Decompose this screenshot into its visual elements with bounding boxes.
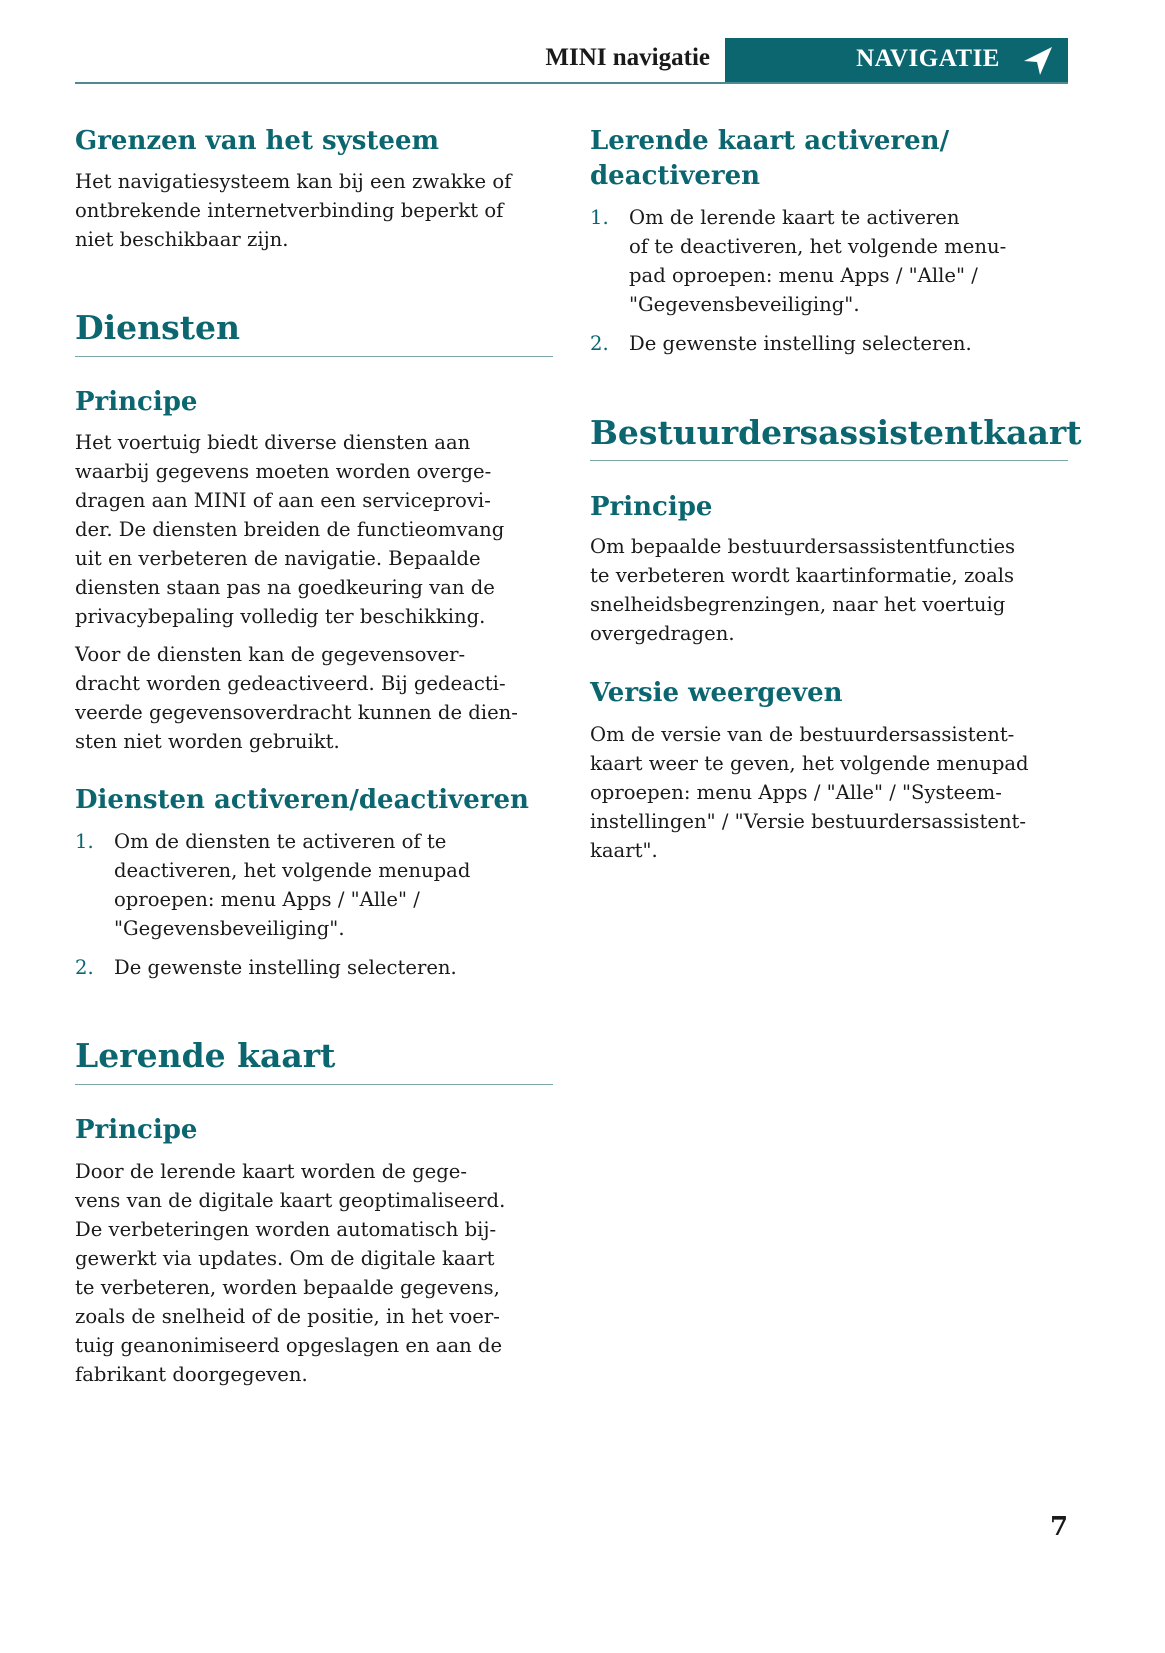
- assist-map-heading: Bestuurdersassistentkaart: [590, 413, 1082, 452]
- navigation-arrow-icon: [1022, 46, 1054, 76]
- step-number: 2.: [590, 332, 609, 355]
- services-rule: [75, 356, 553, 357]
- version-heading: Versie weergeven: [590, 678, 843, 708]
- section-title: MINI navigatie: [545, 44, 710, 71]
- limits-heading: Grenzen van het systeem: [75, 126, 440, 156]
- services-principle-heading: Principe: [75, 387, 198, 417]
- services-toggle-heading: Diensten activeren/deactiveren: [75, 785, 529, 815]
- learning-principle-heading: Principe: [75, 1115, 198, 1145]
- step-number: 2.: [75, 956, 94, 979]
- services-principle-text: Het voertuig biedt diverse diensten aan waarbij gegevens moeten worden overge- dragen aan MINI of aan een serviceprovi- der. De diensten breiden de functieomvang uit en verbeteren de navigatie. Bepaalde diensten staan pas na goedkeuring van de privacybepaling volledig ter beschikking.: [75, 431, 505, 628]
- assist-principle-text: Om bepaalde bestuurdersassistentfuncties te verbeteren wordt kaartinformatie, zoals snelheidsbegrenzingen, naar het voertuig overgedragen.: [590, 535, 1016, 645]
- learning-principle-text: Door de lerende kaart worden de gege- vens van de digitale kaart geoptimaliseerd. De verbeteringen worden automatisch bij- gewerkt via updates. Om de digitale kaart te verbeteren, worden bepaalde gegevens, zoals de snelheid of de positie, in het voer- tuig geanonimiseerd opgeslagen en aan de fabrikant doorgegeven.: [75, 1160, 506, 1386]
- learning-toggle-heading: Lerende kaart activeren/ deactiveren: [590, 126, 950, 191]
- step-text: De gewenste instelling selecteren.: [629, 332, 972, 355]
- services-data-transfer-text: Voor de diensten kan de gegevensover- dracht worden gedeactiveerd. Bij gedeacti- veerde gegevensoverdracht kunnen de dien- sten niet worden gebruikt.: [75, 643, 518, 753]
- chapter-tab-label: NAVIGATIE: [856, 45, 1000, 72]
- services-heading: Diensten: [75, 308, 240, 347]
- step-number: 1.: [75, 830, 94, 853]
- assist-principle-heading: Principe: [590, 492, 713, 522]
- header-rule: [75, 82, 1068, 84]
- step-number: 1.: [590, 206, 609, 229]
- assist-map-rule: [590, 460, 1068, 461]
- page-number: 7: [1050, 1512, 1069, 1542]
- step-text: De gewenste instelling selecteren.: [114, 956, 457, 979]
- chapter-tab: [725, 38, 1068, 83]
- learning-map-rule: [75, 1084, 553, 1085]
- version-text: Om de versie van de bestuurdersassistent- kaart weer te geven, het volgende menupad oproepen: menu Apps / "Alle" / "Systeem- instellingen" / "Versie bestuurdersassistent- kaart".: [590, 723, 1029, 862]
- step-text: Om de diensten te activeren of te deactiveren, het volgende menupad oproepen: menu Apps / "Alle" / "Gegevensbeveiliging".: [114, 830, 471, 940]
- learning-map-heading: Lerende kaart: [75, 1036, 336, 1075]
- limits-text: Het navigatiesysteem kan bij een zwakke of ontbrekende internetverbinding beperkt of niet beschikbaar zijn.: [75, 170, 512, 251]
- step-text: Om de lerende kaart te activeren of te deactiveren, het volgende menu- pad oproepen: menu Apps / "Alle" / "Gegevensbeveiliging".: [629, 206, 1007, 316]
